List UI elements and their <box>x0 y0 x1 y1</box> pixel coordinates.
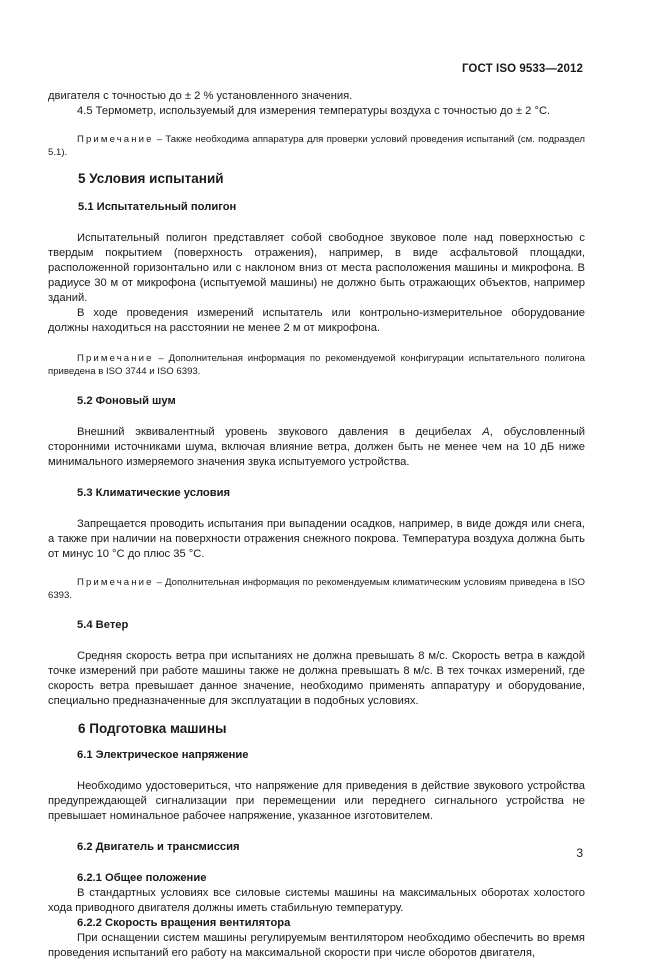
subsection-5-3-title: 5.3 Климатические условия <box>77 487 231 499</box>
s6-1-paragraph-1: Необходимо удостовериться, что напряжение для приведения в действие звукового устройства предупреждающей сигнализации при перемещении или переднего сигнального устройства не превышает номинальное рабочее напряжение, указанное изготовителем. <box>48 780 585 822</box>
subsection-6-2-title: 6.2 Двигатель и трансмиссия <box>77 841 240 853</box>
subsection-5-4-title: 5.4 Ветер <box>77 619 129 631</box>
note-text: – Дополнительная информация по рекомендуемым климатическим условиям приведена в ISO 6393. <box>48 577 585 601</box>
note-1 <box>48 133 585 159</box>
subsection-5-1-title: 5.1 Испытательный полигон <box>78 201 237 213</box>
note-label: Примечание <box>77 577 154 588</box>
note-label: Примечание <box>77 134 154 145</box>
subsection-6-2-2-title: 6.2.2 Скорость вращения вентилятора <box>77 917 291 929</box>
s5-1-paragraph-2: В ходе проведения измерений испытатель или контрольно-измерительное оборудование должны находиться на расстоянии не менее 2 м от микрофона. <box>48 307 585 334</box>
italic-a: А <box>482 426 490 438</box>
subsection-6-1-title: 6.1 Электрическое напряжение <box>77 749 249 761</box>
page-number: 3 <box>576 846 583 860</box>
item-4-5: 4.5 Термометр, используемый для измерения температуры воздуха с точностью до ± 2 °С. <box>77 105 551 117</box>
section-6-title: 6 Подготовка машины <box>78 721 227 736</box>
s5-1-paragraph-1: Испытательный полигон представляет собой свободное звуковое поле над поверхностью с твердым покрытием (поверхность отражения), например, в виде асфальтовой площадки, расположенной горизонтально или с наклоном вниз от места расположения машины и микрофона. В радиусе 30 м от микрофона (испытуемой машины) не должно быть отражающих объектов, например зданий. <box>48 232 585 304</box>
s5-2-paragraph-1 <box>48 425 585 470</box>
section-5-title: 5 Условия испытаний <box>78 171 224 186</box>
text-span: Внешний эквивалентный уровень звукового давления в децибелах <box>77 426 483 438</box>
subsection-6-2-1-title: 6.2.1 Общее положение <box>77 872 207 884</box>
s6-2-2-paragraph-1: При оснащении систем машины регулируемым вентилятором необходимо обеспечить во время проведения испытаний его работу на максимальной скорости при числе оборотов двигателя, <box>48 932 585 959</box>
note-text: – Также необходима аппаратура для проверки условий проведения испытаний (см. подраздел 5.1). <box>48 134 585 158</box>
note-2 <box>48 352 585 378</box>
note-label: Примечание <box>77 353 154 364</box>
s6-2-1-paragraph-1: В стандартных условиях все силовые системы машины на максимальных оборотах холостого хода приводного двигателя должны иметь стабильную температуру. <box>48 887 585 914</box>
s5-3-paragraph-1: Запрещается проводить испытания при выпадении осадков, например, в виде дождя или снега, а также при наличии на поверхности отражения снежного покрова. Температура воздуха должна быть от минус 10 °С до плюс 35 °С. <box>48 518 585 560</box>
text-span: , обусловленный сторонними источниками шума, включая влияние ветра, должен быть не менее чем на 10 дБ ниже минимального измеряемого значения звука испытуемого устройства. <box>48 426 586 468</box>
note-3 <box>48 576 585 602</box>
page-content <box>48 89 585 961</box>
subsection-5-2-title: 5.2 Фоновый шум <box>77 395 176 407</box>
standard-header: ГОСТ ISO 9533—2012 <box>461 63 583 75</box>
s5-4-paragraph-1: Средняя скорость ветра при испытаниях не должна превышать 8 м/с. Скорость ветра в каждой точке измерений при работе машины также не должна превышать 8 м/с. В тех точках измерений, где скорость ветра превышает данное значение, необходимо применять аппаратуру и оборудование, специально предназначенные для эксплуатации в подобных условиях. <box>48 650 585 707</box>
continued-line: двигателя с точностью до ± 2 % установленного значения. <box>48 90 353 102</box>
note-text: – Дополнительная информация по рекомендуемой конфигурации испытательного полигона приведена в ISO 3744 и ISO 6393. <box>48 353 585 377</box>
